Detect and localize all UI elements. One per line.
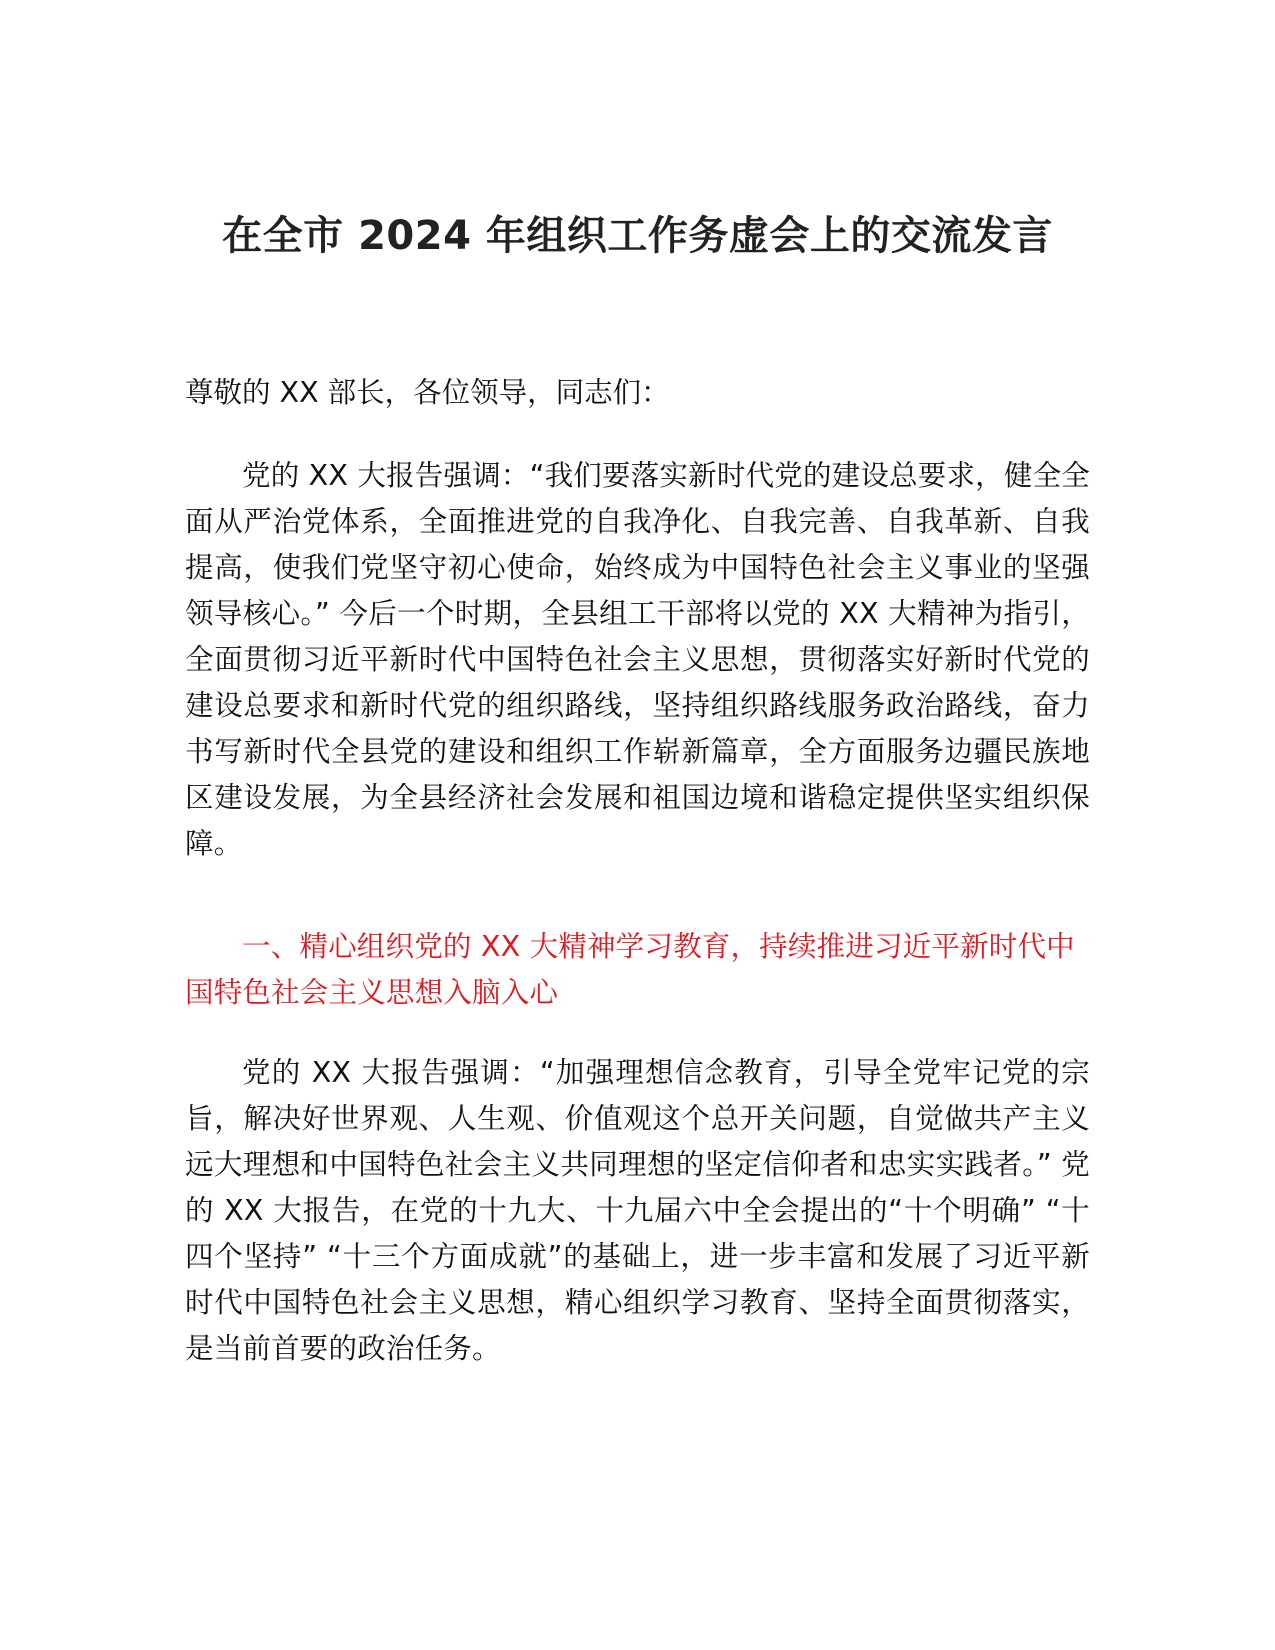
body-paragraph-2: 党的 XX 大报告强调：“加强理想信念教育，引导全党牢记党的宗旨，解决好世界观、人生观、价值观这个总开关问题，自觉做共产主义远大理想和中国特色社会主义共同理想的坚定信仰者和忠实实践者。” 党的 XX 大报告，在党的十九大、十九届六中全会提出的“十个明确” “十四个坚持” “十三个方面成就”的基础上，进一步丰富和发展了习近平新时代中国特色社会主义思想，精心组织学习教育、坚持全面贯彻落实，是当前首要的政治任务。 — [185, 1056, 1090, 1365]
body-paragraph-1: 党的 XX 大报告强调：“我们要落实新时代党的建设总要求，健全全面从严治党体系，全面推进党的自我净化、自我完善、自我革新、自我提高，使我们党坚守初心使命，始终成为中国特色社会主义事业的坚强领导核心。” 今后一个时期，全县组工干部将以党的 XX 大精神为指引，全面贯彻习近平新时代中国特色社会主义思想，贯彻落实好新时代党的建设总要求和新时代党的组织路线，坚持组织路线服务政治路线，奋力书写新时代全县党的建设和组织工作崭新篇章，全方面服务边疆民族地区建设发展，为全县经济社会发展和祖国边境和谐稳定提供坚实组织保障。 — [185, 459, 1090, 860]
section-heading: 一、精心组织党的 XX 大精神学习教育，持续推进习近平新时代中国特色社会主义思想入脑入心 — [185, 930, 1075, 1009]
salutation: 尊敬的 XX 部长，各位领导，同志们： — [185, 376, 670, 409]
document-title: 在全市 2024 年组织工作务虚会上的交流发言 — [222, 213, 1053, 259]
